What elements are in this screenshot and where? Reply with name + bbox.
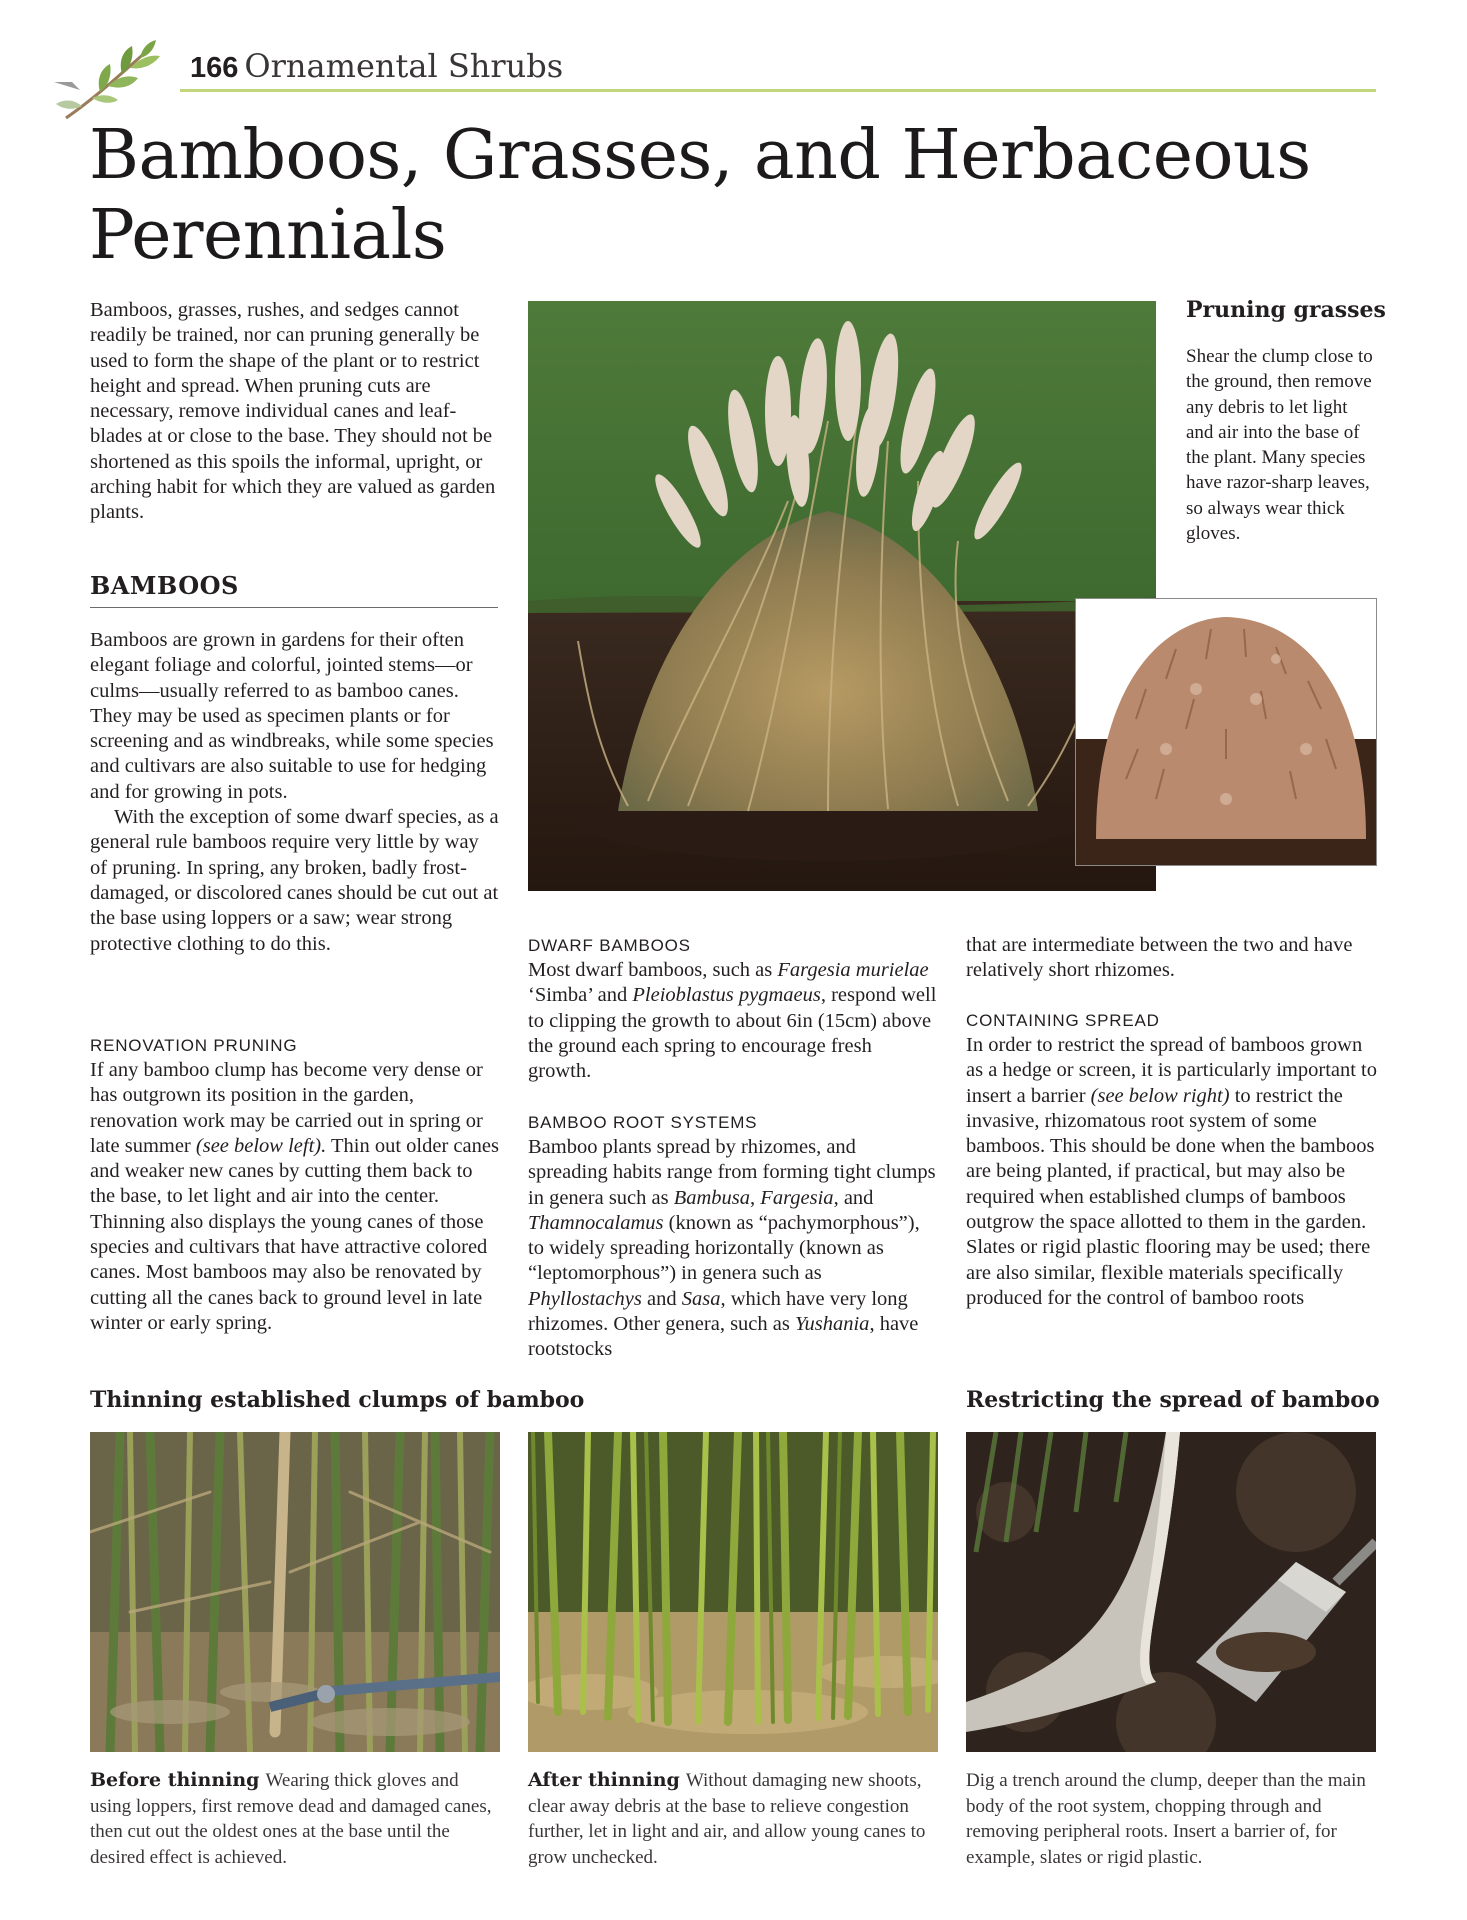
dwarf-text-1: Most dwarf bamboos, such as — [528, 959, 778, 981]
root-systems-paragraph — [528, 1135, 940, 1363]
root-barrier-caption: Dig a trench around the clump, deeper than the main body of the root system, chopping through and removing peripheral roots. Insert a barrier of, for example, slates or rigid plastic. — [966, 1770, 1366, 1868]
root-barrier-photo — [966, 1432, 1376, 1752]
roots-text-7: , have rootstocks — [528, 1313, 919, 1361]
bamboos-text — [90, 628, 500, 957]
running-head — [190, 46, 563, 88]
dwarf-bamboos-heading: DWARF BAMBOOS — [528, 936, 691, 955]
restricting-figure-heading: Restricting the spread of bamboo — [966, 1387, 1380, 1413]
genus-yushania: Yushania — [794, 1313, 870, 1336]
before-thinning-caption — [90, 1768, 500, 1870]
after-thinning-photo — [528, 1432, 938, 1752]
roots-text-1: Bamboo plants spread by rhizomes, and spreading habits range from forming tight clumps in genera such as — [528, 1136, 936, 1209]
renovation-paragraph — [90, 1058, 502, 1336]
containing-spread-heading: CONTAINING SPREAD — [966, 1011, 1160, 1030]
roots-text-3: , and — [833, 1186, 874, 1209]
section-name: Ornamental Shrubs — [244, 47, 564, 85]
clipped-grass-clump-photo — [1075, 598, 1377, 866]
root-systems-continued: that are intermediate between the two and have relatively short rhizomes. — [966, 934, 1353, 982]
roots-text-4: (known as “pachymorphous”), to widely spreading horizontally (known as “leptomorphous”) in genera such as — [528, 1211, 920, 1285]
page-number: 166 — [190, 52, 239, 84]
bamboos-paragraph-1: Bamboos are grown in gardens for their often elegant foliage and colorful, jointed stems—or culms—usually referred to as bamboo canes. They may be used as specimen plants or for screening and as windbreaks, while some species and cultivars are also suitable to use for hedging and for growing in pots. — [90, 629, 494, 803]
heading-rule — [90, 607, 498, 608]
leaf-sprig-icon — [52, 38, 168, 122]
after-thinning-title: After thinning — [528, 1769, 680, 1791]
bamboos-paragraph-2: With the exception of some dwarf species, as a general rule bamboos require very little by way of pruning. In spring, any broken, badly frost-damaged, or discolored canes should be cut out at the base using loppers or a saw; wear strong protective clothing to do this. — [90, 806, 499, 955]
containing-text-a: In order to restrict the spread of bamboos grown as a hedge or screen, it is particularly important to insert a barrier — [966, 1034, 1378, 1107]
pruning-grasses-title: Pruning grasses — [1186, 297, 1386, 323]
dwarf-text-2: ‘Simba’ and — [528, 984, 633, 1007]
page-title: Bamboos, Grasses, and Herbaceous Perennials — [89, 116, 1311, 275]
pampas-grass-photo — [528, 301, 1156, 891]
renovation-text-b: Thin out older canes and weaker new canes by cutting them back to the base, to let light and air into the center. Thinning also displays the young canes of those species and cultivars that have attractive colored canes. Most bamboos may also be renovated by cutting all the canes back to ground level in late winter or early spring. — [90, 1134, 499, 1334]
roots-text-6: , which have very long rhizomes. Other genera, such as — [528, 1287, 908, 1336]
containing-spread-paragraph — [966, 1033, 1378, 1311]
after-thinning-text: Without damaging new shoots, clear away debris at the base to relieve congestion further, let in light and air, and allow young canes to grow unchecked. — [528, 1770, 926, 1868]
before-thinning-photo — [90, 1432, 500, 1752]
see-below-left-ref: (see below left). — [195, 1134, 327, 1157]
roots-text-2: , — [750, 1186, 761, 1209]
renovation-heading: RENOVATION PRUNING — [90, 1036, 298, 1055]
intro-paragraph: Bamboos, grasses, rushes, and sedges cannot readily be trained, nor can pruning generally be used to form the shape of the plant or to restrict height and spread. When pruning cuts are necessary, remove individual canes and leaf-blades at or close to the base. They should not be shortened as this spoils the informal, upright, or arching habit for which they are valued as garden plants. — [90, 299, 496, 524]
before-thinning-title: Before thinning — [90, 1769, 260, 1791]
species-fargesia: Fargesia murielae — [777, 959, 929, 981]
bamboos-heading: BAMBOOS — [90, 571, 239, 600]
see-below-right-ref: (see below right) — [1090, 1084, 1230, 1107]
containing-text-b: to restrict the invasive, rhizomatous root system of some bamboos. This should be done when the bamboos are being planted, if practical, but may also be required when established clumps of bamboos outgrow the space allotted to them in the garden. Slates or rigid plastic flooring may be used; there are also similar, flexible materials specifically produced for the control of bamboo roots — [966, 1084, 1375, 1309]
pruning-grasses-caption: Shear the clump close to the ground, then remove any debris to let light and air into the base of the plant. Many species have razor-sharp leaves, so always wear thick gloves. — [1186, 346, 1373, 545]
genus-sasa: Sasa — [681, 1287, 721, 1310]
thinning-figure-heading: Thinning established clumps of bamboo — [90, 1387, 585, 1413]
genus-phyllostachys: Phyllostachys — [528, 1287, 642, 1310]
roots-text-5: and — [641, 1287, 682, 1310]
after-thinning-caption — [528, 1768, 940, 1870]
before-thinning-text: Wearing thick gloves and using loppers, first remove dead and damaged canes, then cut out the oldest ones at the base until the desired effect is achieved. — [90, 1770, 492, 1868]
renovation-text-a: If any bamboo clump has become very dense or has outgrown its position in the garden, renovation work may be carried out in spring or late summer — [90, 1059, 483, 1157]
dwarf-text-3: , respond well to clipping the growth to about 6in (15cm) above the ground each spring to encourage fresh growth. — [528, 984, 937, 1083]
genus-bambusa: Bambusa — [673, 1186, 751, 1209]
header-rule — [180, 89, 1376, 92]
genus-thamnocalamus: Thamnocalamus — [528, 1211, 664, 1234]
genus-fargesia: Fargesia — [760, 1186, 834, 1209]
root-systems-heading: BAMBOO ROOT SYSTEMS — [528, 1113, 758, 1132]
dwarf-bamboos-paragraph — [528, 958, 938, 1084]
species-pleioblastus: Pleioblastus pygmaeus — [632, 984, 821, 1007]
